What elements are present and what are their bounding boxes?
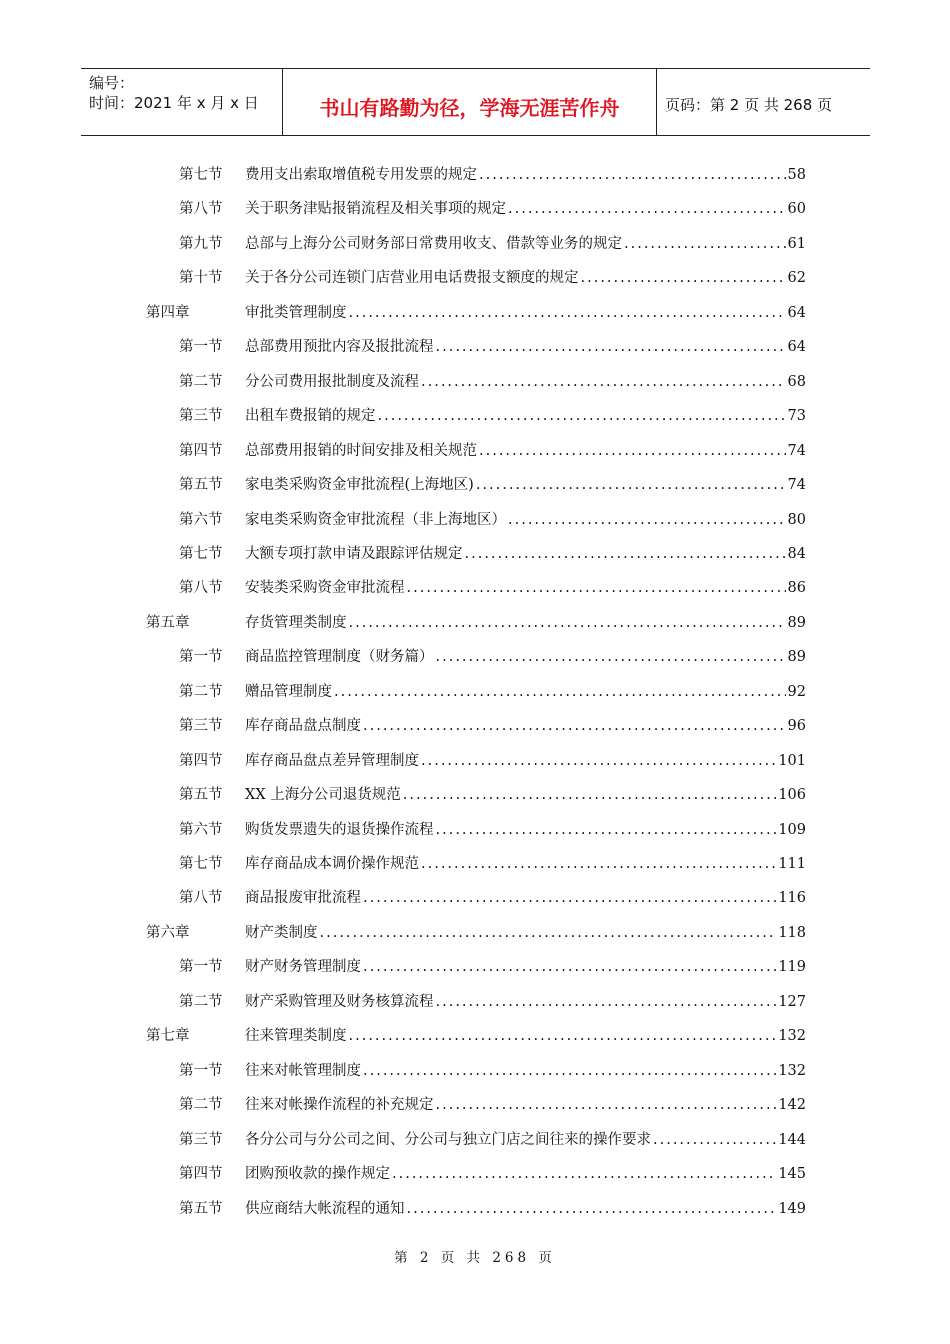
toc-entry[interactable] xyxy=(179,818,806,846)
toc-title: 购货发票遗失的退货操作流程 xyxy=(245,821,434,838)
toc-title: 财产采购管理及财务核算流程 xyxy=(245,993,434,1010)
toc-section-label: 第一节 xyxy=(179,959,223,976)
toc-entry[interactable] xyxy=(179,404,806,432)
toc-page-number: 64 xyxy=(787,339,806,356)
toc-chapter-label: 第五章 xyxy=(146,614,190,631)
toc-entry[interactable] xyxy=(179,886,806,914)
toc-page-number: 101 xyxy=(778,752,806,769)
toc-entry[interactable] xyxy=(179,473,806,501)
toc-section-label: 第二节 xyxy=(179,1097,223,1114)
toc-page-number: 119 xyxy=(778,959,806,976)
toc-section-label: 第七节 xyxy=(179,856,223,872)
toc-entry[interactable] xyxy=(179,990,806,1018)
toc-entry[interactable] xyxy=(179,335,806,363)
toc-title: 家电类采购资金审批流程(上海地区) xyxy=(245,477,474,494)
toc-leader-dots xyxy=(334,684,786,700)
toc-section-label: 第十节 xyxy=(179,270,223,287)
toc-leader-dots xyxy=(436,822,777,838)
toc-entry[interactable] xyxy=(179,508,806,536)
toc-leader-dots xyxy=(349,615,786,631)
toc-leader-dots xyxy=(407,1201,777,1217)
toc-leader-dots xyxy=(349,305,786,321)
toc-page-number: 111 xyxy=(778,856,806,872)
toc-entry[interactable] xyxy=(179,714,806,742)
toc-leader-dots xyxy=(363,718,786,734)
toc-leader-dots xyxy=(363,1063,776,1079)
toc-section-label: 第三节 xyxy=(179,408,223,425)
toc-leader-dots xyxy=(349,1028,777,1044)
toc-section-label: 第七节 xyxy=(179,545,223,562)
toc-leader-dots xyxy=(476,477,786,493)
toc-title: 安装类采购资金审批流程 xyxy=(245,580,405,597)
toc-title: 往来对帐管理制度 xyxy=(245,1062,361,1079)
toc-title: 家电类采购资金审批流程（非上海地区） xyxy=(245,511,506,528)
toc-entry[interactable] xyxy=(179,232,806,260)
toc-title: 团购预收款的操作规定 xyxy=(245,1166,390,1183)
toc-leader-dots xyxy=(378,408,786,424)
toc-leader-dots xyxy=(508,512,786,528)
toc-title: 总部费用预批内容及报批流程 xyxy=(245,339,434,356)
toc-page-number: 89 xyxy=(787,614,806,631)
toc-entry[interactable] xyxy=(179,645,806,673)
toc-entry[interactable] xyxy=(146,921,806,949)
toc-section-label: 第六节 xyxy=(179,821,223,838)
header-meta xyxy=(81,69,283,135)
toc-entry[interactable] xyxy=(179,1093,806,1121)
toc-leader-dots xyxy=(363,959,776,975)
toc-title: 出租车费报销的规定 xyxy=(245,408,376,425)
toc-page-number: 60 xyxy=(787,201,806,218)
toc-title: 总部费用报销的时间安排及相关规范 xyxy=(245,442,477,459)
toc-title: 关于职务津贴报销流程及相关事项的规定 xyxy=(245,201,506,218)
toc-leader-dots xyxy=(421,753,776,769)
toc-leader-dots xyxy=(421,856,776,872)
toc-title: 商品监控管理制度（财务篇） xyxy=(245,649,434,666)
toc-title: 财产类制度 xyxy=(245,924,318,941)
toc-title: 库存商品盘点差异管理制度 xyxy=(245,752,419,769)
toc-leader-dots xyxy=(624,236,786,252)
toc-page-number: 145 xyxy=(778,1166,806,1183)
toc-section-label: 第六节 xyxy=(179,511,223,528)
toc-leader-dots xyxy=(363,890,776,906)
toc-page-number: 116 xyxy=(778,890,806,907)
document-number-label: 编号： xyxy=(89,74,135,92)
toc-section-label: 第四节 xyxy=(179,1166,223,1183)
toc-leader-dots xyxy=(436,1097,777,1113)
toc-entry[interactable] xyxy=(146,1024,806,1052)
toc-page-number: 86 xyxy=(787,580,806,597)
toc-page-number: 132 xyxy=(778,1062,806,1079)
toc-leader-dots xyxy=(436,994,777,1010)
toc-title: 供应商结大帐流程的通知 xyxy=(245,1200,405,1217)
toc-page-number: 74 xyxy=(787,477,806,494)
toc-leader-dots xyxy=(392,1166,776,1182)
toc-entry[interactable] xyxy=(179,1162,806,1190)
toc-section-label: 第九节 xyxy=(179,235,223,252)
toc-leader-dots xyxy=(465,546,786,562)
toc-entry[interactable] xyxy=(179,266,806,294)
toc-entry[interactable] xyxy=(179,197,806,225)
toc-leader-dots xyxy=(653,1132,776,1148)
toc-page-number: 89 xyxy=(787,649,806,666)
toc-title: 存货管理类制度 xyxy=(245,614,347,631)
toc-page-number: 142 xyxy=(778,1097,806,1114)
page-footer: 第 2 页 共 268 页 xyxy=(394,1250,556,1266)
toc-leader-dots xyxy=(479,167,786,183)
toc-page-number: 92 xyxy=(787,683,806,700)
toc-title: 商品报废审批流程 xyxy=(245,890,361,907)
toc-title: 大额专项打款申请及跟踪评估规定 xyxy=(245,545,463,562)
toc-leader-dots xyxy=(581,270,786,286)
header-page-info: 页码：第 2 页 共 268 页 xyxy=(665,95,833,114)
toc-page-number: 73 xyxy=(787,408,806,425)
header-motto: 书山有路勤为径，学海无涯苦作舟 xyxy=(283,69,657,135)
toc-page-number: 62 xyxy=(787,270,806,287)
toc-page-number: 61 xyxy=(787,235,806,252)
toc-page-number: 80 xyxy=(787,511,806,528)
toc-section-label: 第四节 xyxy=(179,442,223,459)
toc-title: 财产财务管理制度 xyxy=(245,959,361,976)
toc-page-number: 58 xyxy=(787,167,806,183)
toc-entry[interactable] xyxy=(146,301,806,329)
toc-leader-dots xyxy=(403,787,777,803)
toc-title: 往来管理类制度 xyxy=(245,1028,347,1045)
toc-page-number: 118 xyxy=(778,924,806,941)
toc-leader-dots xyxy=(436,649,786,665)
toc-section-label: 第二节 xyxy=(179,373,223,390)
toc-page-number: 64 xyxy=(787,304,806,321)
toc-section-label: 第三节 xyxy=(179,1131,223,1148)
toc-section-label: 第五节 xyxy=(179,1200,223,1217)
toc-entry[interactable] xyxy=(179,576,806,604)
toc-page-number: 132 xyxy=(778,1028,806,1045)
toc-section-label: 第二节 xyxy=(179,993,223,1010)
toc-title: 关于各分公司连锁门店营业用电话费报支额度的规定 xyxy=(245,270,579,287)
toc-page-number: 106 xyxy=(778,787,806,804)
toc-page-number: 127 xyxy=(778,993,806,1010)
toc-title: 分公司费用报批制度及流程 xyxy=(245,373,419,390)
toc-chapter-label: 第七章 xyxy=(146,1028,190,1045)
toc-section-label: 第五节 xyxy=(179,787,223,804)
document-time: 时间：2021 年 x 月 x 日 xyxy=(89,94,259,112)
toc-section-label: 第一节 xyxy=(179,649,223,666)
toc-entry[interactable] xyxy=(179,680,806,708)
toc-entry[interactable] xyxy=(179,370,806,398)
toc-page-number: 144 xyxy=(778,1131,806,1148)
toc-section-label: 第四节 xyxy=(179,752,223,769)
toc-page-number: 84 xyxy=(787,545,806,562)
toc-entry[interactable] xyxy=(179,163,806,191)
toc-title: 库存商品盘点制度 xyxy=(245,718,361,735)
toc-section-label: 第八节 xyxy=(179,201,223,218)
toc-title: 赠品管理制度 xyxy=(245,683,332,700)
toc-title: 总部与上海分公司财务部日常费用收支、借款等业务的规定 xyxy=(245,235,622,252)
toc-entry[interactable] xyxy=(179,1197,806,1225)
toc-leader-dots xyxy=(421,374,786,390)
toc-leader-dots xyxy=(436,339,786,355)
toc-leader-dots xyxy=(407,580,786,596)
toc-page-number: 68 xyxy=(787,373,806,390)
toc-title: 费用支出索取增值税专用发票的规定 xyxy=(245,167,477,183)
toc-title: 库存商品成本调价操作规范 xyxy=(245,856,419,872)
toc-title: XX 上海分公司退货规范 xyxy=(245,787,401,804)
toc-section-label: 第三节 xyxy=(179,718,223,735)
toc-section-label: 第八节 xyxy=(179,580,223,597)
toc-leader-dots xyxy=(508,201,786,217)
toc-section-label: 第八节 xyxy=(179,890,223,907)
toc-page-number: 74 xyxy=(787,442,806,459)
toc-entry[interactable] xyxy=(179,852,806,880)
toc-section-label: 第一节 xyxy=(179,1062,223,1079)
toc-entry[interactable] xyxy=(179,783,806,811)
toc-entry[interactable] xyxy=(179,749,806,777)
toc-section-label: 第五节 xyxy=(179,477,223,494)
toc-page-number: 109 xyxy=(778,821,806,838)
toc-title: 各分公司与分公司之间、分公司与独立门店之间往来的操作要求 xyxy=(245,1131,651,1148)
toc-leader-dots xyxy=(479,443,786,459)
toc-entry[interactable] xyxy=(179,439,806,467)
toc-title: 往来对帐操作流程的补充规定 xyxy=(245,1097,434,1114)
toc-entry[interactable] xyxy=(179,1128,806,1156)
toc-entry[interactable] xyxy=(179,955,806,983)
toc-title: 审批类管理制度 xyxy=(245,304,347,321)
toc-entry[interactable] xyxy=(179,1059,806,1087)
toc-page-number: 149 xyxy=(778,1200,806,1217)
toc-entry[interactable] xyxy=(179,542,806,570)
toc-page-number: 96 xyxy=(787,718,806,735)
toc-section-label: 第七节 xyxy=(179,167,223,183)
toc-chapter-label: 第六章 xyxy=(146,924,190,941)
toc-chapter-label: 第四章 xyxy=(146,304,190,321)
toc-leader-dots xyxy=(320,925,777,941)
page-header xyxy=(81,68,870,136)
toc-entry[interactable] xyxy=(146,611,806,639)
toc-section-label: 第二节 xyxy=(179,683,223,700)
toc-section-label: 第一节 xyxy=(179,339,223,356)
